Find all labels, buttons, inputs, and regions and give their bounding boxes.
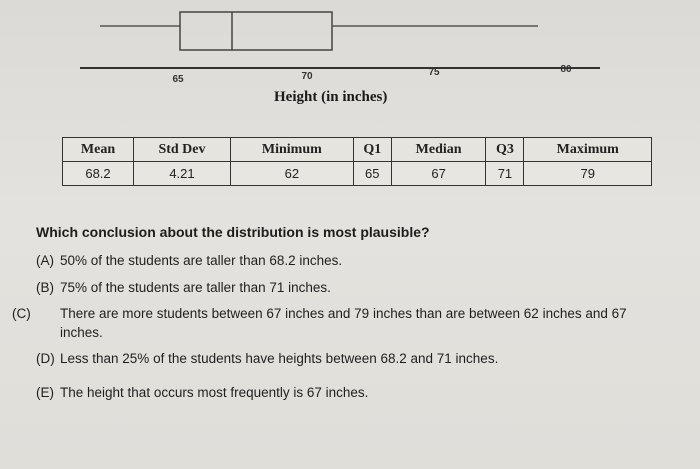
choice-label: (C) [12, 306, 31, 321]
table-cell: 4.21 [134, 162, 231, 186]
table-header: Median [391, 138, 486, 162]
table-header: Minimum [230, 138, 353, 162]
table-row [63, 162, 652, 186]
table-header: Mean [63, 138, 134, 162]
answer-choice-d [36, 349, 498, 368]
table-header: Q1 [353, 138, 391, 162]
choice-text: 75% of the students are taller than 71 inches. [60, 280, 331, 295]
table-header: Std Dev [134, 138, 231, 162]
summary-statistics-table [62, 137, 652, 186]
table-cell: 67 [391, 162, 486, 186]
table-cell: 71 [486, 162, 524, 186]
table-cell: 68.2 [63, 162, 134, 186]
boxplot-box [180, 12, 332, 50]
axis-tick-label: 65 [172, 74, 184, 85]
choice-text: There are more students between 67 inches and 79 inches than are between 62 inches and 67 inches. [60, 306, 627, 340]
table-header: Maximum [524, 138, 652, 162]
choice-label: (D) [36, 351, 55, 366]
choice-label: (E) [36, 385, 54, 400]
answer-choice-a [36, 251, 342, 270]
answer-choice-b [36, 278, 331, 297]
choice-text: 50% of the students are taller than 68.2 inches. [60, 253, 343, 268]
answer-choice-e [36, 383, 368, 402]
table-cell: 79 [524, 162, 652, 186]
table-cell: 65 [353, 162, 391, 186]
table-cell: 62 [230, 162, 353, 186]
boxplot [0, 0, 700, 90]
axis-tick-label: 80 [560, 64, 572, 75]
choice-label: (B) [36, 280, 54, 295]
answer-choice-c [12, 304, 670, 342]
choice-text: The height that occurs most frequently is 67 inches. [60, 385, 369, 400]
axis-title: Height (in inches) [274, 89, 388, 105]
choice-text: Less than 25% of the students have heights between 68.2 and 71 inches. [60, 351, 499, 366]
table-header: Q3 [486, 138, 524, 162]
axis-tick-label: 75 [428, 67, 440, 78]
axis-tick-label: 70 [301, 71, 313, 82]
choice-label: (A) [36, 253, 54, 268]
question-text: Which conclusion about the distribution is most plausible? [36, 224, 430, 240]
table-header-row [63, 138, 652, 162]
